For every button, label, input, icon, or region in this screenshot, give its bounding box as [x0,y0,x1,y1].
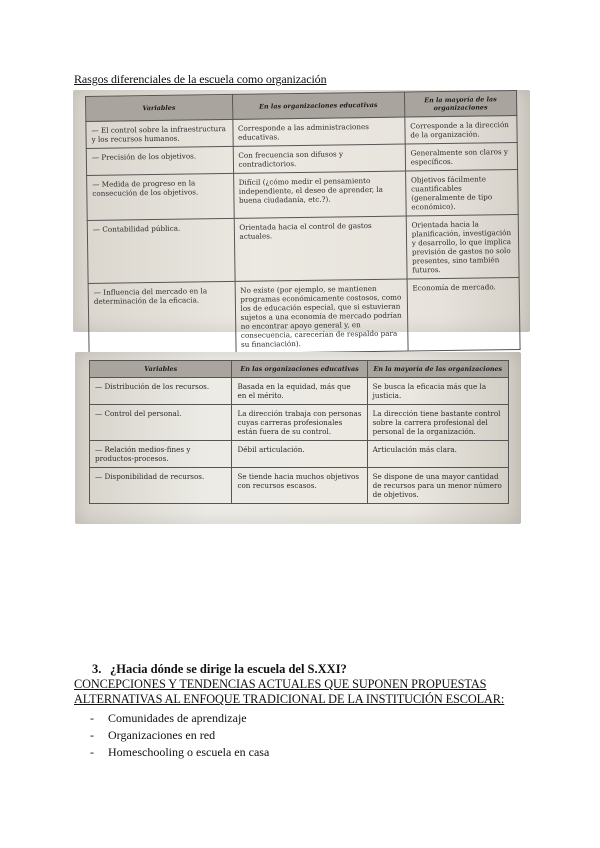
variable-cell: — Disponibilidad de recursos. [90,468,232,504]
figure-caption: Rasgos diferenciales de la escuela como organización [74,72,327,86]
header-variables: Variables [86,94,233,121]
header-most-organizations: En la mayoría de las organizaciones [404,90,517,117]
list-item: - Comunidades de aprendizaje [90,710,269,727]
trend-list [90,710,269,761]
educational-cell: Con frecuencia son difusos y contradictorios. [233,144,406,173]
variable-cell: — Control del personal. [90,405,232,441]
variable-cell: — Medida de progreso en la consecución de los objetivos. [87,173,234,220]
section-subtitle: CONCEPCIONES Y TENDENCIAS ACTUALES QUE SUPONEN PROPUESTAS ALTERNATIVAS AL ENFOQUE TRADICIONAL DE LA INSTITUCIÓN ESCOLAR: [74,677,505,706]
variable-cell: — Relación medios-fines y productos-procesos. [90,441,232,468]
variable-cell: — El control sobre la infraestructura y los recursos humanos. [86,119,233,148]
variable-cell: — Contabilidad pública. [87,218,234,283]
variable-cell: — Influencia del mercado en la determinación de la eficacia. [88,281,236,355]
variable-cell: — Precisión de los objetivos. [86,146,233,175]
organizations-cell: Economía de mercado. [407,277,520,351]
organizations-cell: Orientada hacia la planificación, investigación y desarrollo, lo que implica previsión de gastos no solo presentes, sino también futuros. [406,214,519,279]
table-row [87,169,519,220]
educational-cell: Orientada hacia el control de gastos actuales. [234,216,407,281]
list-item: - Homeschooling o escuela en casa [90,744,269,761]
table-row [90,441,509,468]
table-row [88,277,520,355]
variable-cell: — Distribución de los recursos. [90,378,232,405]
comparison-table-1 [85,90,521,356]
organizations-cell: Corresponde a la dirección de la organización. [405,115,518,144]
educational-cell: Se tiende hacia muchos objetivos con recursos escasos. [232,468,367,504]
organizations-cell: Se dispone de una mayor cantidad de recursos para un menor número de objetivos. [367,468,508,504]
table-row [90,468,509,504]
list-item: - Organizaciones en red [90,727,269,744]
table-row [90,378,509,405]
educational-cell: La dirección trabaja con personas cuyas carreras profesionales están fuera de su control. [232,405,367,441]
header-educational: En las organizaciones educativas [232,92,405,119]
header-most-organizations: En la mayoría de las organizaciones [367,361,508,378]
organizations-cell: Objetivos fácilmente cuantificables (generalmente de tipo económico). [405,169,518,216]
educational-cell: Débil articulación. [232,441,367,468]
section-number: 3. [92,662,102,676]
educational-cell: Corresponde a las administraciones educativas. [232,117,405,146]
organizations-cell: Se busca la eficacia más que la justicia. [367,378,508,405]
section-heading [92,662,347,677]
organizations-cell: Generalmente son claros y específicos. [405,142,518,171]
header-variables: Variables [90,361,232,378]
educational-cell: Basada en la equidad, más que en el mérito. [232,378,367,405]
table-row [90,405,509,441]
section-title: ¿Hacia dónde se dirige la escuela del S.XXI? [110,662,347,676]
scanned-table-image-1 [73,90,530,349]
organizations-cell: La dirección tiene bastante control sobre la carrera profesional del personal de la organización. [367,405,508,441]
comparison-table-2 [89,360,509,504]
table-header-row [90,361,509,378]
educational-cell: No existe (por ejemplo, se mantienen programas económicamente costosos, como los de educación especial, que si estuvieran sujetos a una economía de mercado podrían no encontrar apoyo general y, en consecuencia, carecerían de respaldo para su financiación). [235,279,408,353]
scanned-table-image-2 [75,352,521,524]
organizations-cell: Articulación más clara. [367,441,508,468]
header-educational: En las organizaciones educativas [232,361,367,378]
educational-cell: Difícil (¿cómo medir el pensamiento independiente, el deseo de aprender, la buena ciudadanía, etc.?). [233,171,406,218]
table-row [87,214,519,283]
